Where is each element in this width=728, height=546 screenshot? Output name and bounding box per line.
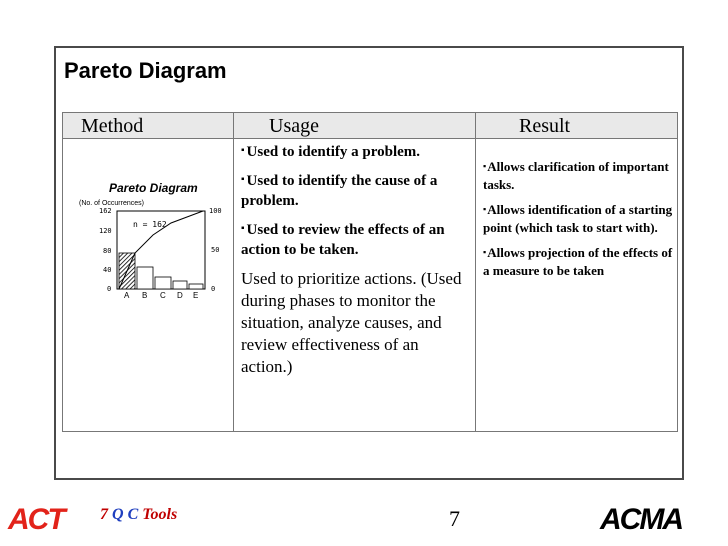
category-label: C bbox=[160, 291, 166, 299]
category-label: B bbox=[142, 291, 148, 299]
right-tick: 100 bbox=[209, 207, 222, 215]
bar-b bbox=[137, 267, 153, 289]
figure-title: Pareto Diagram bbox=[109, 181, 198, 195]
act-logo: ACT bbox=[8, 503, 64, 536]
acma-logo: ACMA bbox=[600, 503, 682, 536]
method-column bbox=[63, 139, 233, 431]
result-bullet: ▪ Allows clarification of important tasks. bbox=[483, 157, 675, 194]
category-label: D bbox=[177, 291, 183, 299]
result-column bbox=[483, 139, 675, 431]
right-tick: 50 bbox=[211, 246, 220, 254]
result-bullet: ▪ Allows identification of a starting point (which task to start with). bbox=[483, 200, 675, 237]
tools-q: Q bbox=[112, 506, 124, 523]
slide-frame bbox=[54, 46, 684, 480]
n-label: n = 162 bbox=[133, 220, 167, 229]
usage-text: Used to prioritize actions. (Used during phases to monitor the situation, analyze causes, and review effectiveness of an action.) bbox=[241, 269, 462, 376]
left-tick: 120 bbox=[99, 227, 112, 235]
bar-d bbox=[173, 281, 187, 289]
tools-number: 7 bbox=[100, 506, 108, 523]
page-number: 7 bbox=[449, 506, 460, 531]
footer-tools bbox=[100, 506, 177, 524]
slide-title: Pareto Diagram bbox=[64, 58, 227, 83]
usage-bullet: ▪ Used to review the effects of an action to be taken. bbox=[241, 219, 473, 260]
usage-bullet: ▪ Used to identify a problem. bbox=[241, 141, 473, 162]
bar-c bbox=[155, 277, 171, 289]
usage-column bbox=[241, 139, 473, 431]
right-tick: 0 bbox=[211, 285, 216, 293]
header-usage: Usage bbox=[269, 115, 319, 137]
left-tick: 40 bbox=[103, 266, 112, 274]
column-divider bbox=[475, 113, 476, 431]
header-method: Method bbox=[81, 115, 144, 137]
column-divider bbox=[233, 113, 234, 431]
left-tick: 162 bbox=[99, 207, 112, 215]
content-table bbox=[62, 112, 678, 432]
usage-bullet: ▪ Used to identify the cause of a problem. bbox=[241, 170, 473, 211]
table-header bbox=[63, 113, 677, 139]
pareto-figure bbox=[63, 139, 233, 299]
tools-c: C bbox=[127, 506, 139, 523]
figure-ylabel: (No. of Occurrences) bbox=[79, 200, 144, 207]
category-label: A bbox=[124, 291, 130, 299]
tools-word: Tools bbox=[142, 506, 178, 523]
header-result: Result bbox=[519, 115, 571, 137]
result-bullet: ▪ Allows projection of the effects of a measure to be taken bbox=[483, 243, 675, 280]
bar-e bbox=[189, 284, 203, 289]
left-tick: 80 bbox=[103, 247, 112, 255]
category-label: E bbox=[193, 291, 199, 299]
left-tick: 0 bbox=[107, 285, 112, 293]
